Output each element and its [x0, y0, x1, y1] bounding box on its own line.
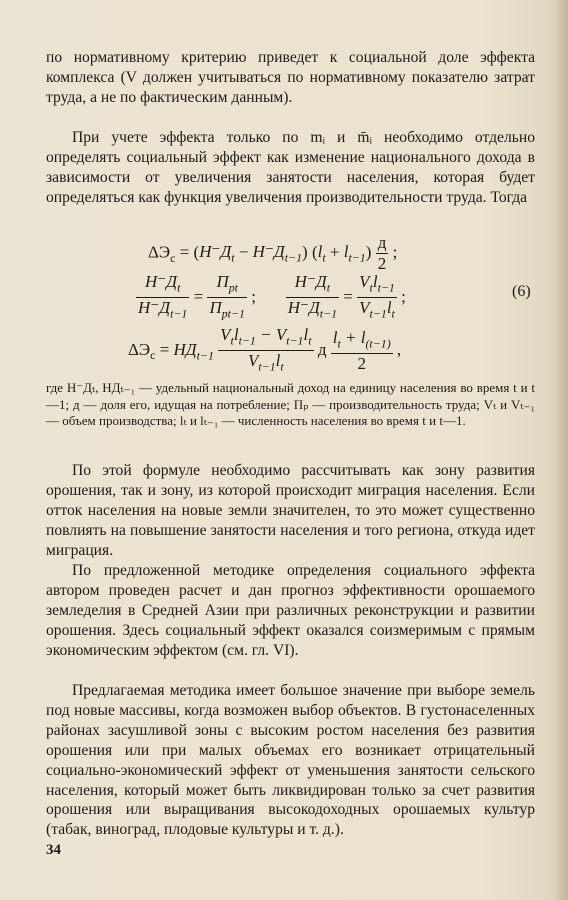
paragraph-4: По предложенной методике определения социального эффекта автором проведен расчет и дан прогноз эффективности орошаемого земледелия в Средней Азии при различных реконструкции и развитии орошения. Здесь социальный эффект оказался соизмеримым с прямым экономическим эффектом (см. гл. VI). — [46, 562, 535, 659]
formula-line-3: $\Delta Э_с = НД_{t-1}$ $\frac{V_tl_{t-1} - V_{t-1}l_t}{V_{t-1}l_t}$ д $\frac{l_t + l_{(t-1)}}{2}$ , — [128, 325, 402, 374]
paragraph-3: По этой формуле необходимо рассчитывать как зону развития орошения, так и зону, из которой происходит миграция населения. Если отток населения на новые земли значителен, то это может существенно повлиять на повышение занятости населения и того региона, откуда идет миграция. — [46, 462, 535, 559]
formula-line-1: $\Delta Э_с = (Н^-Д_t - Н^-Д_{t-1}) (l_t + l_{t-1})$ $\frac{д}{2}$ ; — [148, 233, 398, 273]
equation-number: (6) — [512, 283, 531, 300]
fraction-denominator: 2 — [377, 254, 387, 273]
formula-legend: где Н⁻Дₜ, НДₜ₋₁ — удельный национальный доход на единицу населения во время t и t—1; д — доля его, идущая на потребление; Пₚ — производительность труда; Vₜ и Vₜ₋₁ — объем производства; lₜ и lₜ₋₁ — численность населения во время t и t—1. — [46, 380, 535, 429]
fraction-numerator: д — [377, 233, 387, 252]
page-edge-shadow — [554, 0, 568, 900]
paragraph-1: по нормативному критерию приведет к социальной доле эффекта комплекса (V должен учитываться по нормативному показателю затрат труда, а не по фактическим данным). — [46, 49, 535, 106]
paragraph-2: При учете эффекта только по mᵢ и m̄ᵢ необходимо отдельно определять социальный эффект как изменение национального дохода в зависимости от увеличения занятости населения, которая будет определяться как функция увеличения производительности труда. Тогда — [46, 129, 535, 206]
page-number: 34 — [46, 842, 61, 858]
paragraph-5: Предлагаемая методика имеет большое значение при выборе земель под новые массивы, когда возможен выбор объектов. В густонаселенных районах засушливой зоны с высоким ростом населения без развития орошения или при малых объемах его возникает отрицательный социально-экономический эффект от уменьшения занятости сельского населения, который может быть ликвидирован только за счет развития орошения или выращивания высокодоходных орошаемых культур (табак, виноград, плодовые культуры и т. д.). — [46, 682, 535, 839]
formula-line-2: $\frac{Н^-Д_t}{Н^-Д_{t-1}}$ = $\frac{П_{pt}}{П_{pt-1}}$ ; $\frac{Н^-Д_t}{Н^-Д_{t-1}}$ = $\frac{V_tl_{t-1}}{V_{t-1}l_t}$ ; — [138, 272, 406, 321]
